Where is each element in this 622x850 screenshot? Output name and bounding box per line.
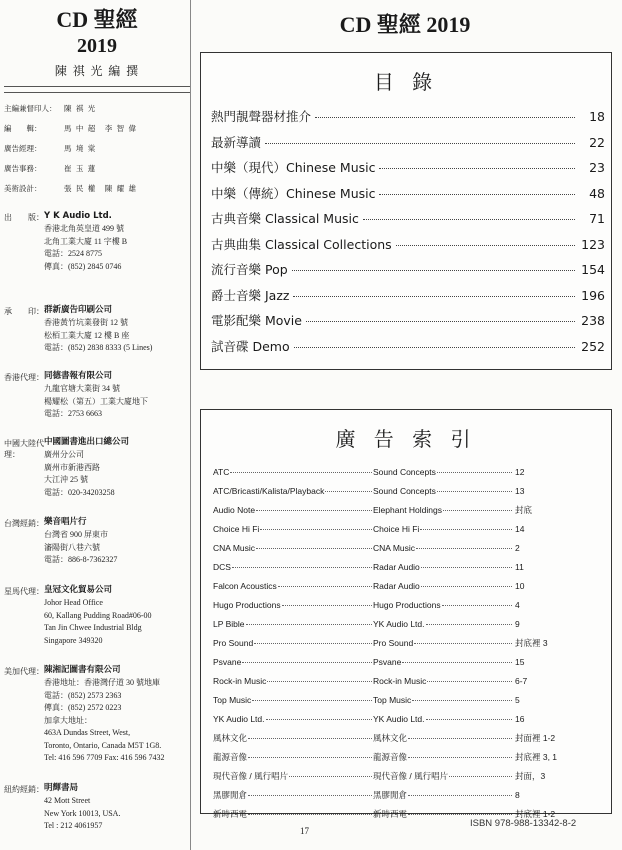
leader-dots [246,624,372,625]
ad-row [213,652,605,671]
leader-dots [421,586,512,587]
ad-brand: LP Bible [213,618,245,629]
leader-dots [408,757,512,758]
ad-brand: Top Music [213,694,252,705]
toc-item[interactable] [211,286,605,312]
ad-company: Sound Concepts [373,466,436,477]
masthead-column [4,8,190,844]
staff-role: 廣告事務： [4,163,42,173]
distributor-label: 承 印： [4,307,44,316]
distributor-label: 美加代理： [4,667,44,676]
ad-index-heading: 廣 告 索 引 [335,427,477,451]
ad-brand: 現代音像 / 風行唱片 [213,770,289,781]
distributor-line: 楊耀松（第五）工業大廈地下 [44,396,148,406]
distributor-line: Singapore 349320 [44,635,103,645]
leader-dots [408,814,512,815]
ad-company: Elephant Holdings [373,504,442,515]
leader-dots [306,321,575,322]
ad-page: 6-7 [515,675,528,686]
leader-dots [254,643,372,644]
leader-dots [363,219,575,220]
toc-label: 熱門靚聲器材推介 [211,109,312,124]
ad-row [213,557,605,576]
ad-row [213,614,605,633]
leader-dots [420,529,512,530]
ad-brand: CNA Music [213,542,256,553]
toc-page: 71 [589,211,605,226]
distributor-singapore [4,584,190,647]
toc-item[interactable] [211,184,605,210]
distributor-label: 紐約經銷： [4,785,44,794]
ad-page: 15 [515,656,525,667]
staff-name: 陳 祺 光 [64,103,97,113]
staff-row [4,178,190,198]
ad-page: 4 [515,599,520,610]
ad-page: 2 [515,542,520,553]
distributor-publisher [4,210,190,273]
ad-row [213,538,605,557]
distributor-line: 九龍官塘大業街 34 號 [44,384,120,393]
masthead-title: CD 聖經 [56,7,138,32]
leader-dots [293,296,575,297]
staff-row [4,98,190,118]
ad-brand: DCS [213,561,231,572]
leader-dots [414,643,512,644]
ad-company: 現代音像 / 風行唱片 [373,770,449,781]
ad-page: 12 [515,466,525,477]
distributor-name: 明輝書局 [44,783,79,793]
ad-row [213,785,605,804]
ad-company: Radar Audio [373,561,420,572]
ad-row [213,595,605,614]
leader-dots [256,510,372,511]
leader-dots [427,681,512,682]
ad-company: Pro Sound [373,637,414,648]
ad-row [213,576,605,595]
toc-label: 古典曲集 Classical Collections [211,236,392,252]
leader-dots [379,194,575,195]
distributor-line: 463A Dundas Street, West, [44,728,131,737]
distributor-line: 電話：(852) 2573 2363 [44,690,122,700]
ad-brand: ATC [213,466,230,477]
ad-brand: YK Audio Ltd. [213,713,265,724]
ad-brand: 新時西電 [213,808,248,819]
distributor-label: 台灣經銷： [4,519,44,528]
leader-dots [266,719,372,720]
leader-dots [248,738,372,739]
ad-page: 封底裡 3 [515,637,548,648]
page-title: CD 聖經 2019 [339,12,471,37]
ad-brand: Rock-in Music [213,675,267,686]
toc-page: 18 [589,109,605,124]
distributor-line: 香港黃竹坑業發街 12 號 [44,318,128,327]
toc-list [211,107,605,362]
leader-dots [379,168,575,169]
ad-page: 13 [515,485,525,496]
ad-row [213,481,605,500]
staff-name: 馬 境 棠 [64,143,97,153]
toc-page: 22 [589,134,605,150]
ad-company: Radar Audio [373,580,420,591]
toc-page: 252 [581,338,605,354]
ad-page: 9 [515,618,520,629]
ad-company: 新時西電 [373,808,408,819]
staff-row [4,138,190,158]
leader-dots [294,347,575,348]
distributor-name: Y K Audio Ltd. [44,211,112,221]
leader-dots [248,814,372,815]
distributor-line: Toronto, Ontario, Canada M5T 1G8. [44,740,162,750]
distributor-line: 廣州分公司 [44,450,84,459]
distributor-name: 同德書報有限公司 [44,371,113,381]
ad-company: Sound Concepts [373,485,436,496]
leader-dots [402,662,512,663]
ad-company: 黑膠閒倉 [373,789,408,800]
distributor-line: 瀋陽街八巷六號 [44,542,100,552]
ad-company: Top Music [373,694,412,705]
staff-name: 崔 玉 蓮 [64,163,97,173]
leader-dots [426,719,512,720]
distributor-line: 傳真：(852) 2845 0746 [44,261,122,271]
ad-page: 10 [515,580,525,591]
ad-company: Choice Hi Fi [373,523,420,534]
leader-dots [449,776,512,777]
toc-label: 最新導讀 [211,134,262,150]
advertiser-index [200,409,612,819]
ad-row [213,500,605,519]
distributor-line: 42 Mott Street [44,796,91,805]
leader-dots [426,624,512,625]
leader-dots [443,510,512,511]
toc-item[interactable] [211,158,605,184]
distributor-hk [4,370,190,421]
distributor-label: 出 版： [4,213,44,222]
distributor-line: 台灣省 900 屏東市 [44,530,108,539]
distributor-line: 香港北角英皇道 499 號 [44,224,124,233]
leader-dots [416,548,512,549]
ad-company: CNA Music [373,542,416,553]
ad-brand: Pro Sound [213,637,254,648]
ad-row [213,633,605,652]
distributor-line: 電話：020-34203258 [44,487,115,497]
distributor-line: 北角工業大廈 11 字樓 B [44,236,128,246]
distributor-label: 香港代理： [4,373,44,382]
toc-label: 爵士音樂 Jazz [211,287,290,303]
ad-brand: Choice Hi Fi [213,523,260,534]
toc-page: 48 [589,185,605,201]
toc-item[interactable] [211,133,605,159]
leader-dots [421,567,512,568]
ad-row [213,671,605,690]
ad-row [213,747,605,766]
distributor-line: Tel : 212 4061957 [44,821,103,830]
distributor-line: 香港地址：香港灣仔道 30 號地庫 [44,678,160,687]
staff-row [4,118,190,138]
distributor-line: 松栢工業大廈 12 樓 B 座 [44,330,130,340]
ad-page: 5 [515,694,520,705]
distributor-line: 電話：2524 8775 [44,249,102,258]
leader-dots [292,270,575,271]
masthead-editor: 陳 祺 光 編 撰 [54,64,140,78]
toc-page: 196 [581,287,605,303]
distributor-name: 中國圖書進出口總公司 [44,437,130,447]
distributor-printer [4,304,190,355]
ad-brand: Psvane [213,656,242,667]
leader-dots [278,586,372,587]
toc-item[interactable] [211,260,605,286]
leader-dots [437,472,512,473]
column-divider [190,0,191,850]
distributor-name: 群新廣告印刷公司 [44,305,113,315]
distributor-china [4,436,190,499]
staff-name: 馬 中 超 李 智 偉 [64,123,138,133]
ad-page: 封面裡 1-2 [515,732,556,743]
isbn: ISBN 978-988-13342-8-2 [470,818,577,829]
ad-company: 風林文化 [373,732,408,743]
leader-dots [252,700,372,701]
ad-brand: Audio Note [213,504,256,515]
distributor-taiwan [4,516,190,567]
distributor-line: 電話：886-8-7362327 [44,555,118,564]
masthead-divider [4,86,190,87]
ad-list [213,462,605,823]
masthead-divider [4,92,190,93]
ad-brand: Hugo Productions [213,599,281,610]
ad-row [213,462,605,481]
ad-brand: 風林文化 [213,732,248,743]
distributor-name: 樂音唱片行 [44,517,87,527]
ad-row [213,709,605,728]
toc-item[interactable] [211,107,605,133]
toc-page: 238 [581,313,605,328]
ad-company: Hugo Productions [373,599,441,610]
leader-dots [248,757,372,758]
ad-page: 封底裡 1-2 [515,808,556,819]
toc-item[interactable] [211,337,605,363]
distributor-line: Tan Jin Chwee Industrial Bldg [44,623,142,632]
distributor-line: New York 10013, USA. [44,808,121,818]
staff-role: 主編兼督印人： [4,103,57,113]
ad-page: 封底 [515,504,533,515]
distributor-new-york [4,782,190,833]
distributor-name: 皇冠文化貿易公司 [44,585,113,595]
toc-page: 154 [581,262,605,277]
ad-page: 14 [515,523,525,534]
distributor-line: 電話：2753 6663 [44,409,102,418]
ad-row [213,728,605,747]
ad-page: 8 [515,789,520,800]
distributor-label: 中國大陸代理： [4,439,44,459]
leader-dots [248,795,372,796]
page-number: 17 [300,826,309,836]
toc-item[interactable] [211,235,605,261]
ad-page: 11 [515,561,524,572]
leader-dots [412,700,512,701]
toc-label: 中樂（傳統）Chinese Music [211,185,376,201]
staff-name: 張 民 權 陳 耀 雄 [64,183,138,193]
ad-row [213,690,605,709]
toc-page: 123 [581,236,605,252]
toc-label: 古典音樂 Classical Music [211,211,359,226]
distributor-line: Tel: 416 596 7709 Fax: 416 596 7432 [44,753,165,762]
leader-dots [260,529,372,530]
leader-dots [396,245,575,246]
leader-dots [289,776,372,777]
leader-dots [242,662,372,663]
toc-page: 23 [589,160,605,175]
leader-dots [230,472,372,473]
ad-company: YK Audio Ltd. [373,618,425,629]
leader-dots [282,605,372,606]
leader-dots [408,738,512,739]
distributor-line: 廣州市新港西路 [44,462,100,472]
ad-company: Rock-in Music [373,675,427,686]
leader-dots [408,795,512,796]
distributor-line: 大江沖 25 號 [44,475,88,484]
toc-label: 電影配樂 Movie [211,313,302,328]
staff-role: 編 輯： [4,123,42,133]
masthead-year: 2019 [77,35,117,57]
toc-item[interactable] [211,311,605,337]
distributor-line: 加拿大地址： [44,715,92,725]
distributor-line: 電話：(852) 2838 8333 (5 Lines) [44,343,153,352]
distributor-label: 星馬代理： [4,587,44,596]
ad-company: Psvane [373,656,402,667]
distributor-line: 60, Kallang Pudding Road#06-00 [44,610,152,620]
ad-brand: 黑膠閒倉 [213,789,248,800]
ad-brand: 龍源音像 [213,751,248,762]
leader-dots [437,491,512,492]
staff-role: 美術設計： [4,183,42,193]
leader-dots [232,567,372,568]
ad-page: 16 [515,713,525,724]
distributor-name: 陳湘記圖書有限公司 [44,665,121,675]
table-of-contents [200,52,612,370]
toc-heading: 目 錄 [373,70,439,94]
toc-item[interactable] [211,209,605,235]
ad-company: YK Audio Ltd. [373,713,425,724]
distributor-line: Johor Head Office [44,598,103,607]
ad-brand: Falcon Acoustics [213,580,277,591]
toc-label: 試音碟 Demo [211,338,290,354]
ad-row [213,766,605,785]
leader-dots [256,548,372,549]
leader-dots [442,605,512,606]
distributor-line: 傳真：(852) 2572 0223 [44,703,122,712]
ad-company: 龍源音像 [373,751,408,762]
toc-label: 中樂（現代）Chinese Music [211,160,376,175]
toc-label: 流行音樂 Pop [211,262,288,277]
leader-dots [325,491,372,492]
ad-brand: ATC/Bricasti/Kalista/Playback [213,485,325,496]
staff-list [4,98,190,198]
distributor-north-america [4,664,190,765]
staff-row [4,158,190,178]
ad-page: 封面，3 [515,770,546,781]
ad-row [213,519,605,538]
ad-page: 封底裡 3, 1 [515,751,558,762]
leader-dots [267,681,372,682]
leader-dots [265,143,575,144]
leader-dots [315,117,575,118]
staff-role: 廣告經理： [4,143,42,153]
